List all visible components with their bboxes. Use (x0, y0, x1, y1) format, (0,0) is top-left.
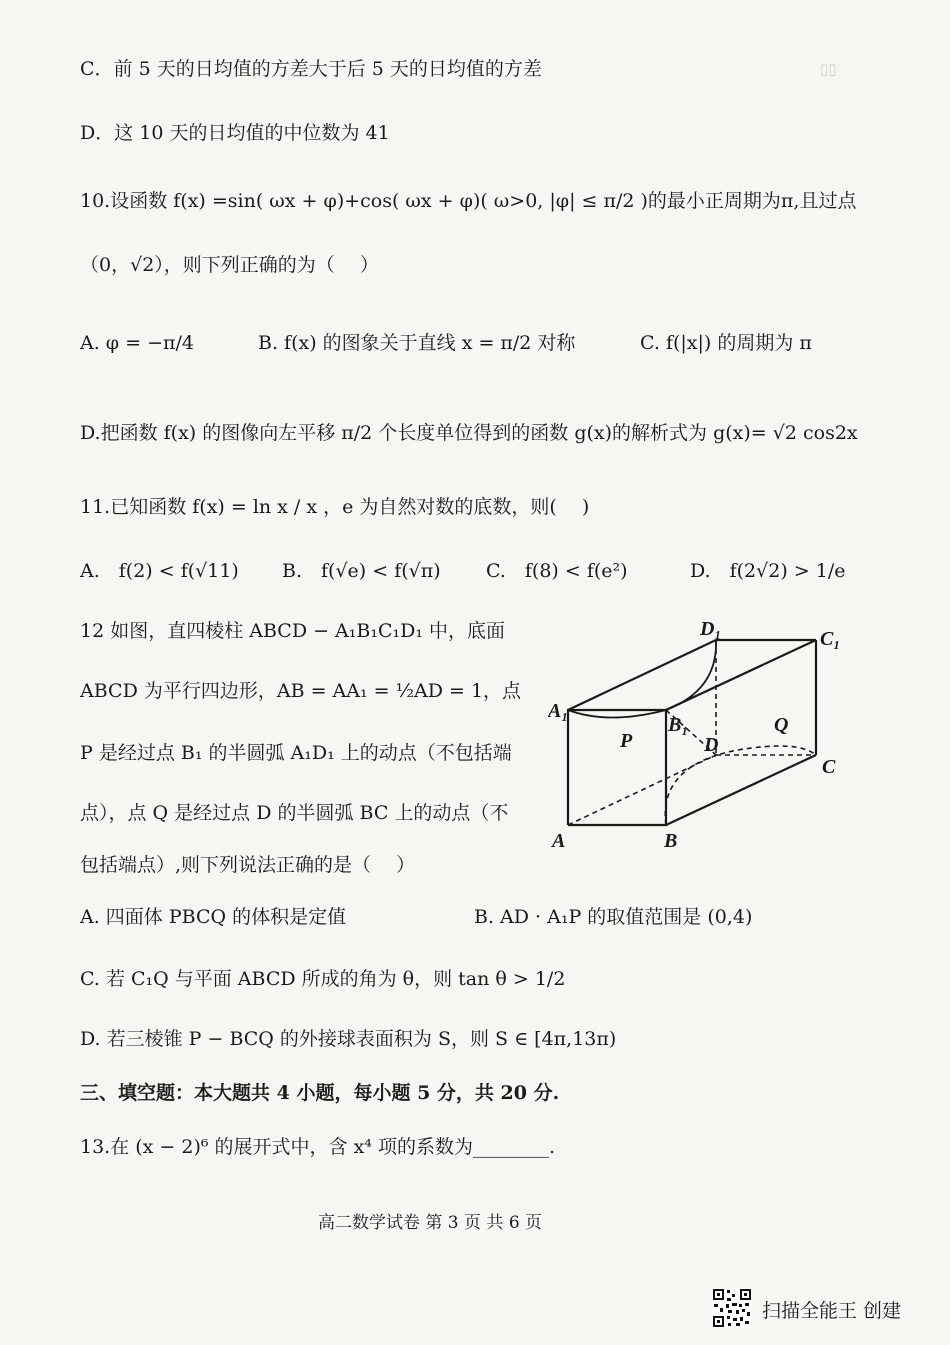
page-footer: 高二数学试卷 第 3 页 共 6 页 (318, 1213, 543, 1233)
q12-stem-line5: 包括端点）,则下列说法正确的是（ ） (80, 854, 416, 876)
bleed-through-text: ▯▯ (820, 60, 837, 78)
arc-b-c (665, 746, 816, 825)
label-b1: B₁ (668, 714, 689, 736)
label-d1: D₁ (700, 618, 722, 640)
q12-stem-line2: ABCD 为平行四边形，AB = AA₁ = ½AD = 1，点 (80, 680, 522, 702)
q11-option-b: B. f(√e) < f(√π) (282, 560, 441, 582)
q12-stem-line4: 点），点 Q 是经过点 D 的半圆弧 BC 上的动点（不 (80, 802, 509, 824)
q9-option-d: D．这 10 天的日均值的中位数为 41 (80, 122, 390, 144)
qr-code-icon (712, 1288, 752, 1328)
watermark-text: 扫描全能王 创建 (762, 1300, 902, 1322)
q10-option-a: A. φ = −π/4 (80, 332, 194, 354)
edge-a1-d1 (568, 640, 716, 710)
q11-option-c: C. f(8) < f(e²) (486, 560, 628, 582)
label-a: A (552, 830, 566, 852)
edge-c1-b1 (666, 640, 816, 710)
q12-option-a: A. 四面体 PBCQ 的体积是定值 (80, 906, 347, 928)
q9-option-c: C．前 5 天的日均值的方差大于后 5 天的日均值的方差 (80, 58, 542, 80)
q13-stem: 13.在 (x − 2)⁶ 的展开式中，含 x⁴ 项的系数为________. (80, 1136, 555, 1158)
q12-option-c: C. 若 C₁Q 与平面 ABCD 所成的角为 θ，则 tan θ > 1/2 (80, 968, 566, 990)
q10-option-c: C. f(|x|) 的周期为 π (640, 332, 812, 354)
q10-option-b: B. f(x) 的图象关于直线 x = π/2 对称 (258, 332, 576, 354)
label-c: C (822, 756, 836, 778)
q12-option-d: D. 若三棱锥 P − BCQ 的外接球表面积为 S，则 S ∈ [4π,13π) (80, 1028, 617, 1050)
label-a1: A₁ (548, 700, 569, 722)
prism-figure (548, 615, 858, 855)
label-p: P (620, 730, 633, 752)
q12-stem-line1: 12 如图，直四棱柱 ABCD − A₁B₁C₁D₁ 中，底面 (80, 620, 506, 642)
q10-option-d: D.把函数 f(x) 的图像向左平移 π/2 个长度单位得到的函数 g(x)的解析式为 g(x)= √2 cos2x (80, 422, 858, 444)
q12-stem-line3: P 是经过点 B₁ 的半圆弧 A₁D₁ 上的动点（不包括端 (80, 742, 512, 764)
section-3-heading: 三、填空题：本大题共 4 小题，每小题 5 分，共 20 分. (80, 1082, 560, 1104)
hidden-edge-a-d (568, 755, 716, 825)
scanner-watermark (712, 1288, 932, 1328)
label-b: B (664, 830, 678, 852)
q11-option-a: A. f(2) < f(√11) (80, 560, 239, 582)
q11-stem: 11.已知函数 f(x) = ln x / x ，e 为自然对数的底数，则( ) (80, 496, 590, 518)
q12-option-b: B. AD · A₁P 的取值范围是 (0,4) (474, 906, 753, 928)
label-c1: C₁ (820, 628, 841, 650)
q10-stem-line2: （0，√2），则下列正确的为（ ） (80, 254, 379, 276)
q11-option-d: D. f(2√2) > 1/e (690, 560, 846, 582)
label-d: D (704, 734, 719, 756)
front-face (568, 710, 666, 825)
q10-stem-line1: 10.设函数 f(x) =sin( ωx + φ)+cos( ωx + φ)( ω>0, |φ| ≤ π/2 )的最小正周期为π,且过点 (80, 190, 857, 212)
edge-c-b (666, 755, 816, 825)
label-q: Q (774, 714, 789, 736)
